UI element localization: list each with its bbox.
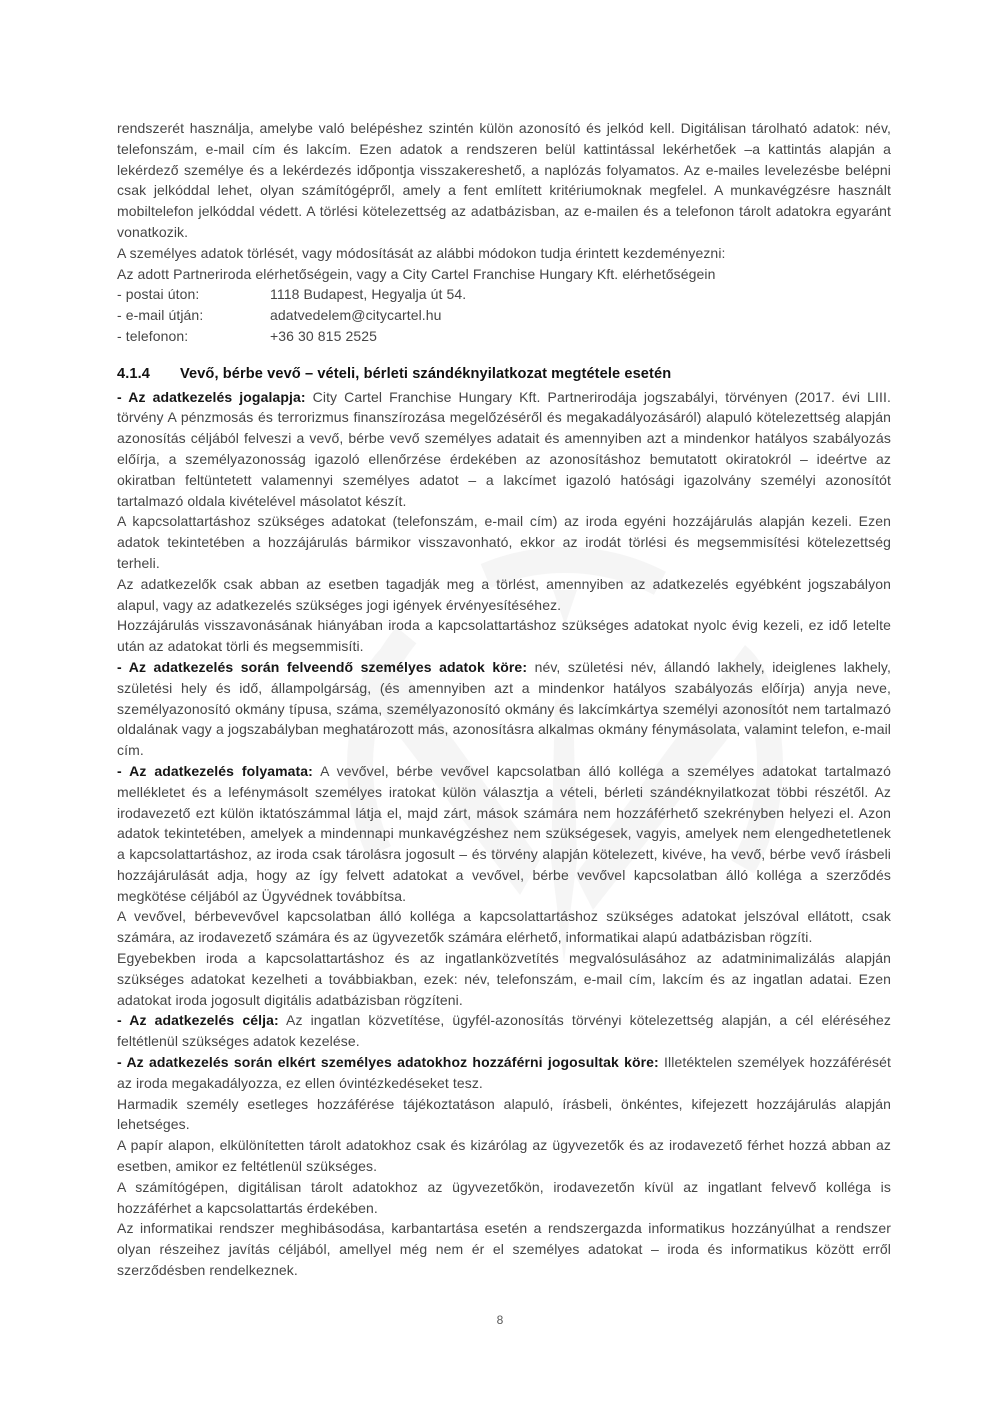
- paragraph-text: rendszerét használja, amelybe való belépéshez szintén külön azonosító és jelkód kell. Digitálisan tárolható adatok: név, telefonszám, e-mail cím és lakcím. Ezen adatok a rendszeren belül kattintással lekérhetőek –a kattintás alapján a lekérdező személye és a lekérdezés időpontja visszakereshető, a naplózás folyamatos. Az e-mailes levelezésbe belépni csak jelkóddal lehet, olyan számítógépről, amely a fent említett kritériumoknak megfelel. A munkavégzésre használt mobiltelefon jelkóddal védett. A törlési kötelezettség az adatbázisban, az e-mailen és a telefonon tárolt adatokra egyaránt vonatkozik.: [117, 120, 891, 240]
- paragraph: [117, 1010, 891, 1052]
- paragraph: [117, 387, 891, 512]
- page-number: 8: [496, 1313, 504, 1327]
- paragraph: [117, 574, 891, 616]
- paragraph: [117, 1218, 891, 1280]
- phone-number: +36 30 815 2525: [270, 327, 377, 344]
- page-body: [117, 118, 891, 1281]
- paragraph: [117, 243, 891, 264]
- contact-label: - e-mail útján:: [117, 307, 204, 324]
- paragraph-text: A papír alapon, elkülönítetten tárolt adatokhoz csak és kizárólag az ügyvezetők és az irodavezető férhet hozzá abban az esetben, amikor ez feltétlenül szükséges.: [117, 1137, 891, 1175]
- contact-row-email: [117, 305, 891, 326]
- paragraph: [117, 1177, 891, 1219]
- paragraph-text: név, születési név, állandó lakhely, ideiglenes lakhely, születési hely és idő, állampolgárság, (és amennyiben azt a mindenkor hatályos szabályozás előírja) anyja neve, személyazonosító okmány típusa, száma, személyazonosító okmány és lakcímkártya személyi azonosítót nem tartalmazó oldalának vagy a jogszabályban meghatározott más, azonosításra alkalmas okmány fénymásolata, valamint telefon, e-mail cím.: [117, 658, 891, 759]
- paragraph-text: Illetéktelen személyek hozzáférését az iroda megakadályozza, ez ellen óvintézkedéseket tesz.: [117, 1054, 891, 1091]
- paragraph-text: A kapcsolattartáshoz szükséges adatokat (telefonszám, e-mail cím) az iroda egyéni hozzájárulás alapján kezeli. Ezen adatok tekintetében a hozzájárulás bármikor visszavonható, ekkor az irodát törlési és megsemmisítési kötelezettség terheli.: [117, 513, 891, 571]
- paragraph: [117, 1052, 891, 1094]
- paragraph-lead: - Az adatkezelés célja:: [117, 1012, 279, 1029]
- paragraph: [117, 657, 891, 761]
- paragraph-lead: - Az adatkezelés során elkért személyes adatokhoz hozzáférni jogosultak köre:: [117, 1054, 659, 1071]
- paragraph-text: Az informatikai rendszer meghibásodása, karbantartása esetén a rendszergazda informatikus hozzányúlhat a rendszer olyan részeihez javítás céljából, amellyel még nem ér el személyes adatokat – iroda és informatikus között erről szerződésben rendelkeznek.: [117, 1220, 891, 1279]
- section-heading: [117, 347, 891, 387]
- paragraph-text: Egyebekben iroda a kapcsolattartáshoz és az ingatlanközvetítés megvalósulásához az adatminimalizálás alapján szükséges adatokat kezelheti a továbbiakban, ezek: név, telefonszám, e-mail cím, lakcím és az ingatlan adatai. Ezen adatokat iroda jogosult digitális adatbázisban rögzíteni.: [117, 950, 891, 1008]
- section-title: Vevő, bérbe vevő – vételi, bérleti szándéknyilatkozat megtétele esetén: [179, 365, 672, 382]
- contact-label: - postai úton:: [117, 286, 200, 303]
- paragraph-text: A vevővel, bérbevevővel kapcsolatban álló kolléga a kapcsolattartáshoz szükséges adatokat jelszóval ellátott, csak számára, az irodavezető számára és az ügyvezetők számára elérhető, informatikai alapú adatbázisban rögzíti.: [117, 908, 891, 946]
- section-number: 4.1.4: [117, 365, 150, 382]
- paragraph-text: Hozzájárulás visszavonásának hiányában iroda a kapcsolattartáshoz szükséges adatokat nyolc évig kezeli, ez idő letelte után az adatokat törli és megsemmisíti.: [117, 617, 891, 655]
- paragraph-text: Az adott Partneriroda elérhetőségein, vagy a City Cartel Franchise Hungary Kft. elérhetőségein: [117, 265, 716, 282]
- paragraph: [117, 1135, 891, 1177]
- paragraph-text: Az adatkezelők csak abban az esetben tagadják meg a törlést, amennyiben az adatkezelés egyébként jogszabályon alapul, vagy az adatkezelés szükséges jogi igények érvényesítéséhez.: [117, 575, 891, 613]
- paragraph: [117, 948, 891, 1010]
- paragraph-text: Harmadik személy esetleges hozzáférése tájékoztatáson alapuló, írásbeli, önkéntes, kifejezett hozzájárulás alapján lehetséges.: [117, 1095, 891, 1133]
- paragraph-text: Az ingatlan közvetítése, ügyfél-azonosítás törvényi kötelezettség alapján, a cél eléréséhez feltétlenül szükséges adatok kezelése.: [117, 1012, 891, 1050]
- paragraph-lead: - Az adatkezelés jogalapja:: [117, 388, 306, 405]
- paragraph: [117, 615, 891, 657]
- paragraph: [117, 906, 891, 948]
- paragraph: [117, 118, 891, 243]
- postal-address: 1118 Budapest, Hegyalja út 54.: [270, 286, 467, 303]
- paragraph: [117, 264, 891, 285]
- paragraph-lead: - Az adatkezelés folyamata:: [117, 762, 313, 779]
- paragraph-text: A számítógépen, digitálisan tárolt adatokhoz az ügyvezetőkön, irodavezetőn kívül az ingatlant felvevő kolléga is hozzáférhet a kapcsolattartás érdekében.: [117, 1178, 891, 1216]
- contact-row-postal: [117, 284, 891, 305]
- contact-label: - telefonon:: [117, 327, 189, 344]
- paragraph-lead: - Az adatkezelés során felveendő személyes adatok köre:: [117, 658, 528, 675]
- paragraph: [117, 761, 891, 907]
- contact-row-phone: [117, 326, 891, 347]
- paragraph: [117, 1094, 891, 1136]
- email-address: adatvedelem@citycartel.hu: [270, 307, 442, 324]
- paragraph-text: A vevővel, bérbe vevővel kapcsolatban álló kolléga a személyes adatokat tartalmazó mellékletet és a lefénymásolt személyes iratokat külön választja a vételi, bérleti szándéknyilatkozat többi részétől. Az irodavezető ezt külön iktatószámmal látja el, majd zárt, mások számára nem hozzáférhető szekrényben helyezi el. Azon adatok tekintetében, amelyek a mindennapi munkavégzéshez nem szükségesek, vagyis, amelyek nem elengedhetetlenek a kapcsolattartáshoz, az iroda csak tárolásra jogosult – és törvény alapján kötelezett, kivéve, ha vevő, bérbe vevő írásbeli hozzájárulását adja, hogy az így felvett adatokat a vevővel, bérbe vevővel kapcsolatban álló kolléga a szerződés megkötése céljából az Ügyvédnek továbbítsa.: [117, 762, 891, 904]
- paragraph-text: A személyes adatok törlését, vagy módosítását az alábbi módokon tudja érintett kezdeményezni:: [117, 244, 726, 261]
- paragraph: [117, 511, 891, 573]
- paragraph-text: City Cartel Franchise Hungary Kft. Partnerirodája jogszabályi, törvényen (2017. évi LIII. törvény A pénzmosás és terrorizmus finanszírozása megelőzéséről és megakadályozásáról) alapuló kötelezettség alapján azonosítás céljából felveszi a vevő, bérbe vevő személyes adatait és amennyiben azt a mindenkor hatályos szabályozás előírja, a személyazonosság igazoló ellenőrzése érdekében az azonosításhoz bemutatott okiratokról – ideértve az okiratban feltüntetett valamennyi személyes adatot – a lakcímet igazoló hatósági igazolvány személyi azonosítót tartalmazó oldala kivételével másolatot készít.: [117, 388, 891, 509]
